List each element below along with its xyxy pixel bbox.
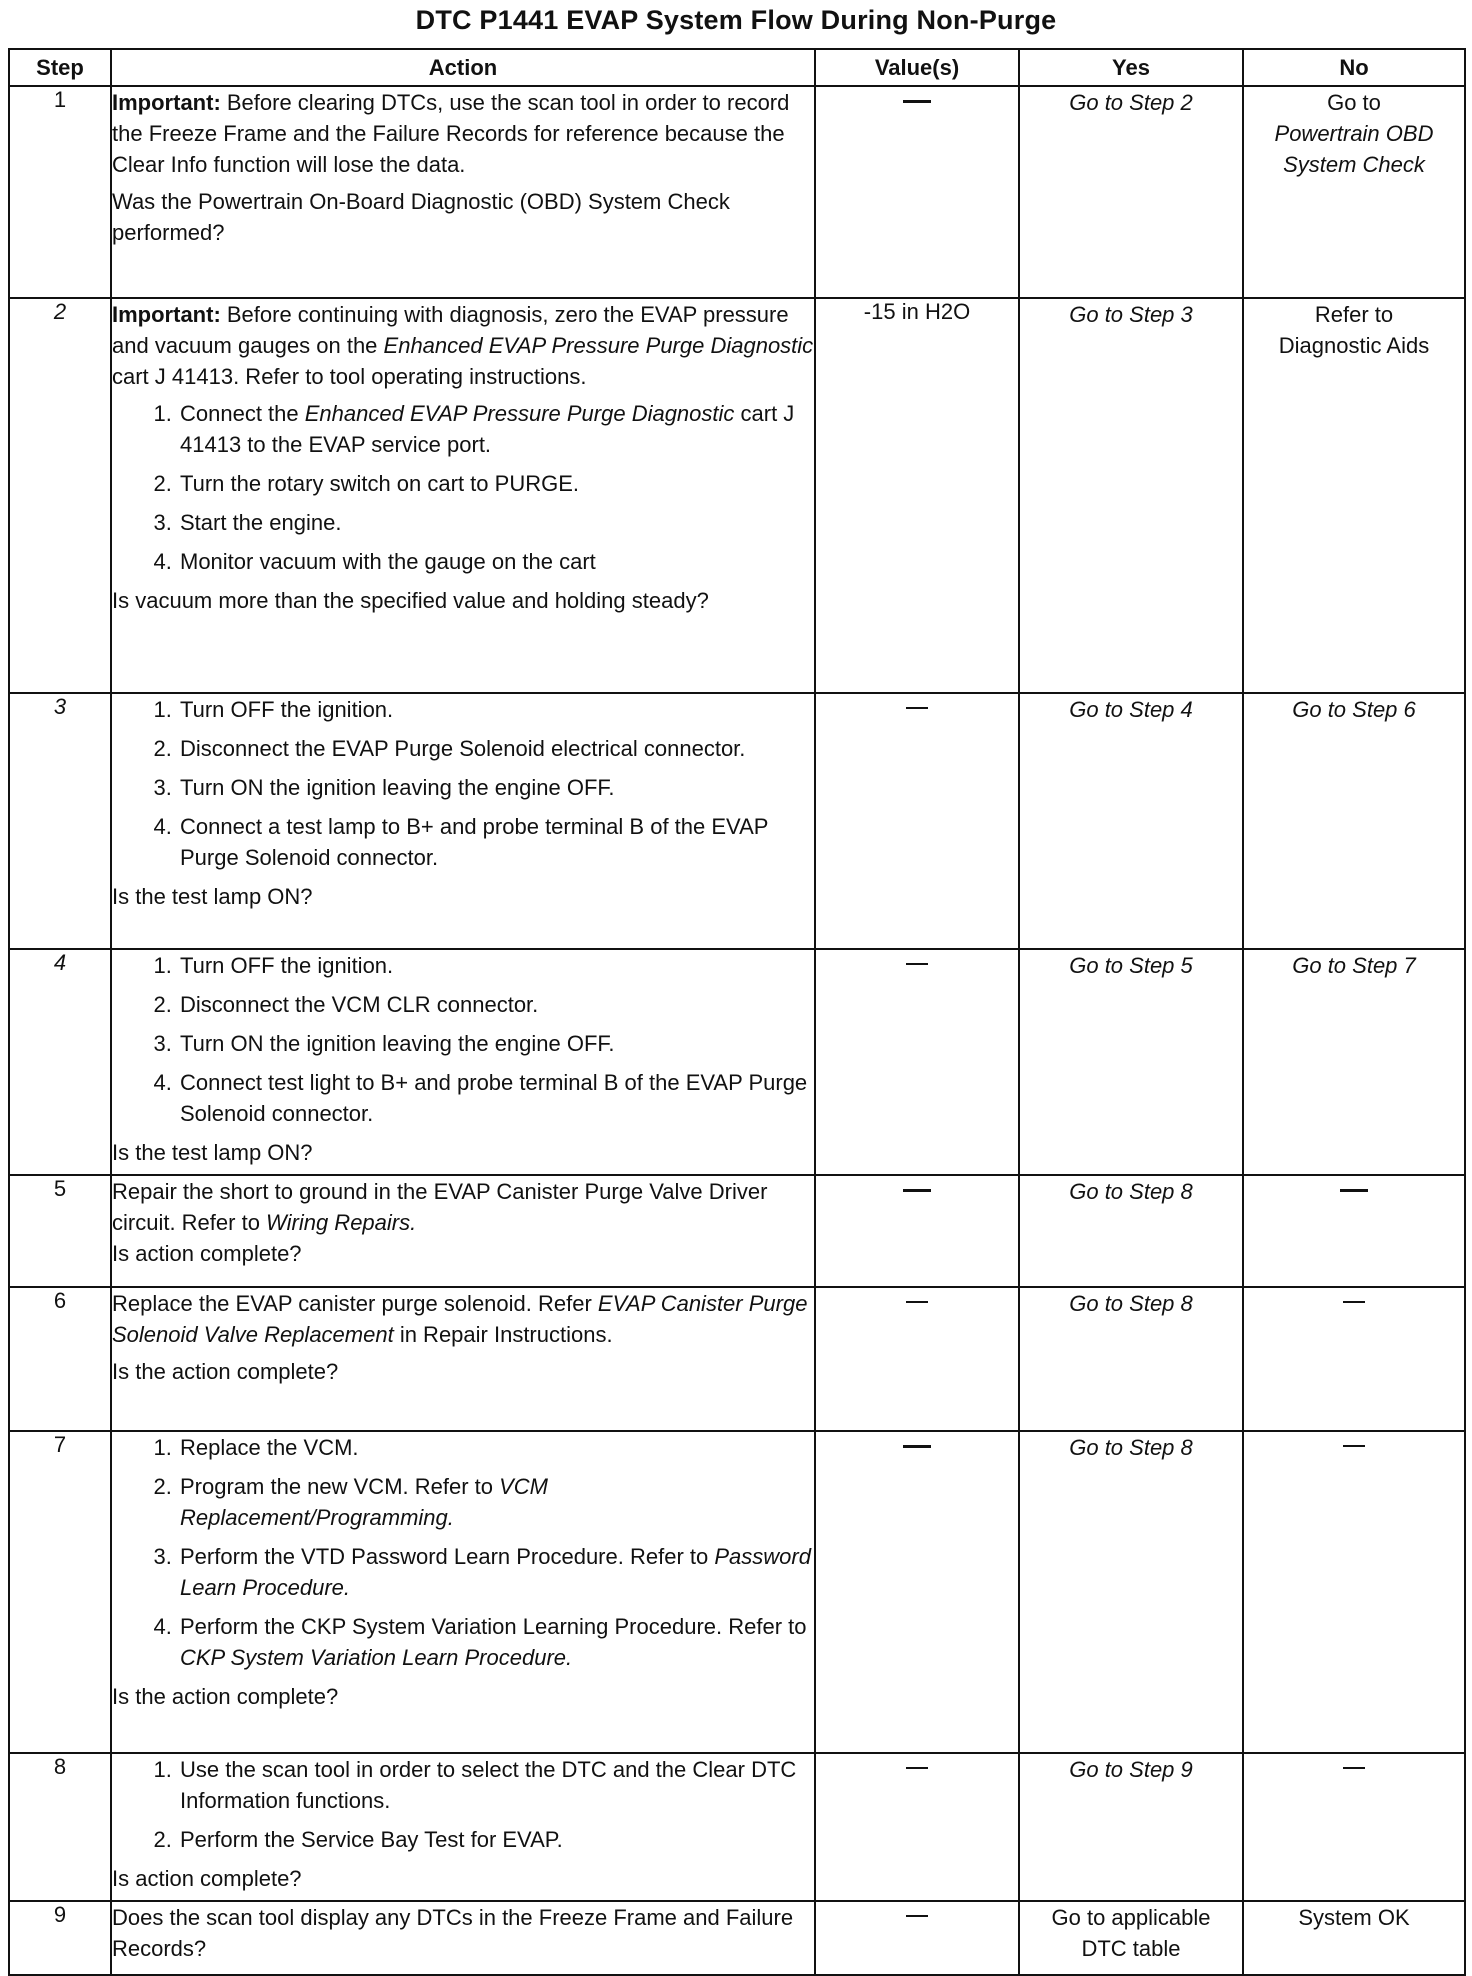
question: Is action complete? [112,1241,302,1266]
value-cell [815,1753,1019,1901]
no-line: Go to [1327,90,1381,115]
action-text [112,1176,814,1238]
procedure-list [112,1432,814,1673]
question: Does the scan tool display any DTCs in the Freeze Frame and Failure Records? [112,1905,794,1961]
yes-cell: Go to Step 4 [1019,693,1243,949]
question: Is the test lamp ON? [112,1140,313,1165]
important-text: cart J 41413. Refer to tool operating instructions. [112,364,587,389]
list-item: 3. Start the engine. [178,507,814,538]
value-cell [815,1431,1019,1753]
step-number: 1 [9,86,111,298]
item-text-italic: VCM Replacement/Programming. [180,1474,549,1530]
item-text-italic: CKP System Variation Learn Procedure. [180,1645,573,1670]
important-label: Important: [112,302,221,327]
no-cell [1243,1753,1465,1901]
action-cell [111,693,815,949]
procedure-list [112,1754,814,1855]
action-cell [111,1901,815,1975]
yes-cell: Go to Step 8 [1019,1175,1243,1287]
action-cell [111,1753,815,1901]
list-item [178,1471,814,1533]
important-note [112,87,814,180]
action-text-italic: Wiring Repairs. [266,1210,417,1235]
list-item: 1. Replace the VCM. [178,1432,814,1463]
no-line: Refer to [1314,302,1394,327]
diagnostic-table [8,48,1466,1976]
action-text-part: Replace the EVAP canister purge solenoid. Refer [112,1291,598,1316]
table-row [9,693,1465,949]
important-text-italic: Enhanced EVAP Pressure Purge Diagnostic [383,333,814,358]
action-cell [111,298,815,693]
table-row [9,1753,1465,1901]
procedure-list [112,950,814,1129]
header-no: No [1243,49,1465,86]
list-item: 1. Use the scan tool in order to select the DTC and the Clear DTC Information functions. [178,1754,814,1816]
value-cell [815,1901,1019,1975]
step-number: 5 [9,1175,111,1287]
table-row [9,1287,1465,1431]
no-cell [1243,1431,1465,1753]
step-number: 4 [9,949,111,1175]
action-text-part: Repair the short to ground in the EVAP Canister Purge Valve Driver circuit. Refer to [112,1179,768,1235]
procedure-list [112,398,814,577]
question: Is the action complete? [112,1359,339,1384]
item-text: Perform the VTD Password Learn Procedure. Refer to [180,1544,715,1569]
list-item [178,1541,814,1603]
value-dash [906,707,928,709]
step-number: 8 [9,1753,111,1901]
value-dash [906,1767,928,1769]
list-item [178,1611,814,1673]
item-text: cart J 41413 to the EVAP service port. [180,401,795,457]
table-row [9,298,1465,693]
table-row [9,949,1465,1175]
step-number: 9 [9,1901,111,1975]
list-item: 3. Turn ON the ignition leaving the engine OFF. [178,772,814,803]
table-row [9,86,1465,298]
table-row [9,1901,1465,1975]
value-dash [906,1301,928,1303]
value-cell [815,949,1019,1175]
list-item: 4. Monitor vacuum with the gauge on the cart [178,546,814,577]
value-cell [815,1287,1019,1431]
action-cell [111,1431,815,1753]
list-item: 3. Turn ON the ignition leaving the engine OFF. [178,1028,814,1059]
no-cell [1243,86,1465,298]
yes-cell: Go to Step 8 [1019,1287,1243,1431]
header-step: Step [9,49,111,86]
action-cell [111,1175,815,1287]
list-item: 4. Connect test light to B+ and probe terminal B of the EVAP Purge Solenoid connector. [178,1067,814,1129]
no-line: System Check [1283,152,1425,177]
yes-cell: Go to Step 2 [1019,86,1243,298]
no-cell [1243,298,1465,693]
action-cell [111,949,815,1175]
step-number: 7 [9,1431,111,1753]
action-text-part: in Repair Instructions. [393,1322,613,1347]
no-cell: Go to Step 6 [1243,693,1465,949]
list-item: 2. Disconnect the EVAP Purge Solenoid electrical connector. [178,733,814,764]
step-number: 2 [9,298,111,693]
yes-line: DTC table [1081,1936,1181,1961]
yes-cell [1019,1901,1243,1975]
table-row [9,1175,1465,1287]
value-cell [815,693,1019,949]
no-cell: Go to Step 7 [1243,949,1465,1175]
yes-cell: Go to Step 8 [1019,1431,1243,1753]
value-cell: -15 in H2O [815,298,1019,693]
no-line: Diagnostic Aids [1278,333,1430,358]
yes-cell: Go to Step 3 [1019,298,1243,693]
no-dash [1343,1301,1365,1303]
yes-cell: Go to Step 5 [1019,949,1243,1175]
list-item: 2. Turn the rotary switch on cart to PURGE. [178,468,814,499]
item-text-italic: Enhanced EVAP Pressure Purge Diagnostic [304,401,735,426]
no-cell [1243,1175,1465,1287]
important-label: Important: [112,90,221,115]
question: Is the test lamp ON? [112,884,313,909]
action-text [112,1288,814,1350]
header-row [9,49,1465,86]
question: Was the Powertrain On-Board Diagnostic (OBD) System Check performed? [112,189,730,245]
question: Is the action complete? [112,1684,339,1709]
header-values: Value(s) [815,49,1019,86]
list-item [178,398,814,460]
important-text: Before continuing with diagnosis, zero the EVAP pressure and vacuum gauges on the [112,302,789,358]
step-number: 3 [9,693,111,949]
value-cell [815,1175,1019,1287]
page-title: DTC P1441 EVAP System Flow During Non-Purge [415,5,1057,35]
header-yes: Yes [1019,49,1243,86]
header-action: Action [111,49,815,86]
value-dash [906,963,928,965]
action-text-italic: EVAP Canister Purge Solenoid Valve Replacement [112,1291,808,1347]
yes-cell: Go to Step 9 [1019,1753,1243,1901]
table-row [9,1431,1465,1753]
value-dash [903,1445,931,1448]
value-dash [903,1189,931,1192]
action-cell [111,1287,815,1431]
no-dash [1340,1189,1368,1192]
procedure-list [112,694,814,873]
important-note [112,299,814,392]
item-text: Perform the CKP System Variation Learning Procedure. Refer to [180,1614,807,1639]
item-text-italic: Password Learn Procedure. [180,1544,811,1600]
question: Is vacuum more than the specified value and holding steady? [112,588,709,613]
no-cell: System OK [1243,1901,1465,1975]
list-item: 1. Turn OFF the ignition. [178,950,814,981]
list-item: 4. Connect a test lamp to B+ and probe terminal B of the EVAP Purge Solenoid connector. [178,811,814,873]
list-item: 1. Turn OFF the ignition. [178,694,814,725]
important-text: Before clearing DTCs, use the scan tool in order to record the Freeze Frame and the Failure Records for reference because the Clear Info function will lose the data. [112,90,790,177]
question: Is action complete? [112,1866,302,1891]
item-text: Program the new VCM. Refer to [180,1474,500,1499]
list-item: 2. Disconnect the VCM CLR connector. [178,989,814,1020]
no-cell [1243,1287,1465,1431]
item-text: Connect the [180,401,305,426]
no-dash [1343,1445,1365,1447]
no-line: Powertrain OBD [1274,121,1434,146]
action-cell [111,86,815,298]
yes-line: Go to applicable [1051,1905,1211,1930]
value-dash [903,100,931,103]
step-number: 6 [9,1287,111,1431]
list-item: 2. Perform the Service Bay Test for EVAP. [178,1824,814,1855]
no-dash [1343,1767,1365,1769]
value-dash [906,1915,928,1917]
value-cell [815,86,1019,298]
